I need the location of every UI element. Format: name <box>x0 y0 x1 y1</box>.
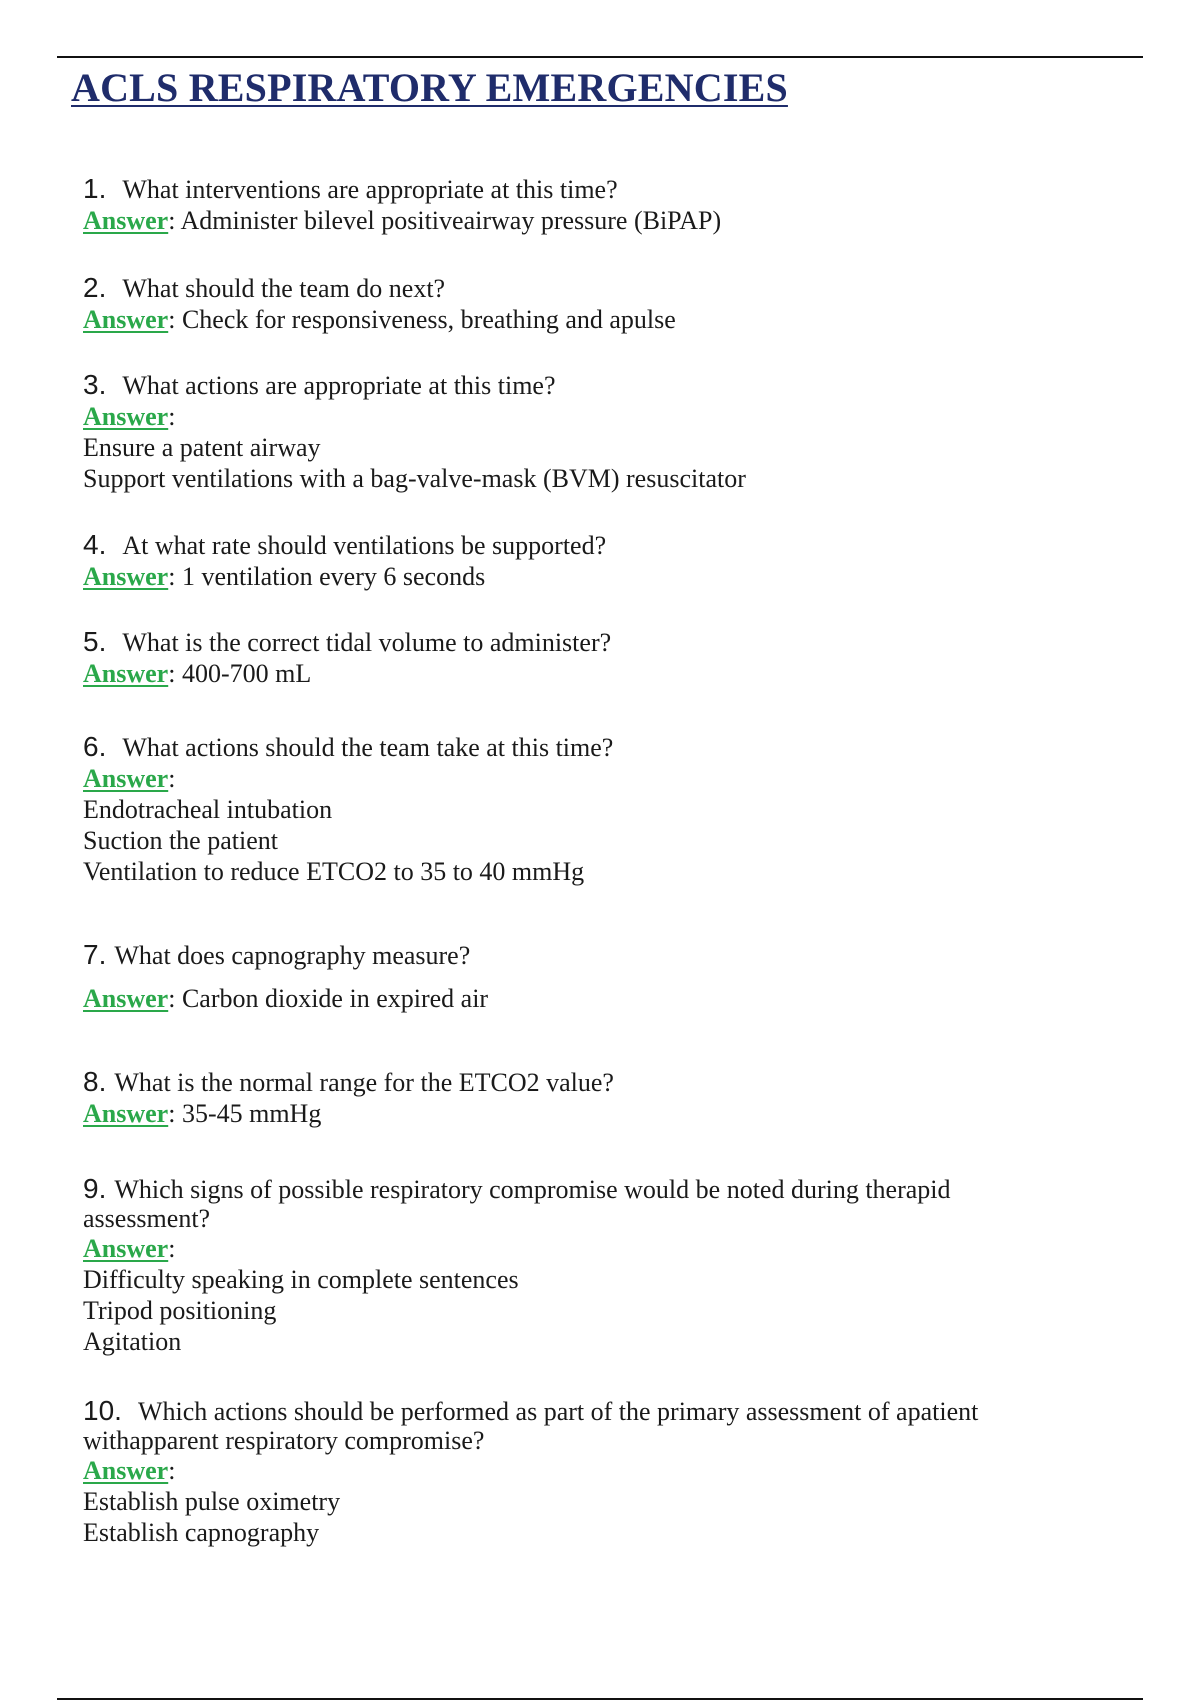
answer-label: Answer <box>83 984 169 1013</box>
qa-item-5 <box>83 626 1083 689</box>
answer-label: Answer <box>83 1234 169 1263</box>
answer-label: Answer <box>83 1456 169 1485</box>
question-text: What actions should the team take at this time? <box>122 733 614 762</box>
answer-line: Ventilation to reduce ETCO2 to 35 to 40 mmHg <box>83 857 585 886</box>
answer-8 <box>83 1098 1083 1129</box>
question-text: What should the team do next? <box>122 274 446 303</box>
answer-5 <box>83 658 1083 689</box>
page-title: ACLS RESPIRATORY EMERGENCIES <box>71 65 788 110</box>
answer-line: Establish capnography <box>83 1518 320 1547</box>
qa-item-10 <box>83 1396 1083 1548</box>
question-number: 6. <box>83 731 107 762</box>
answer-6 <box>83 763 1083 794</box>
answer-text: : Administer bilevel positiveairway pressure (BiPAP) <box>168 206 722 235</box>
qa-item-9 <box>83 1174 1083 1357</box>
answer-label: Answer <box>83 1099 169 1128</box>
question-7 <box>83 939 1083 971</box>
answer-text: : <box>168 402 176 431</box>
answer-label: Answer <box>83 402 169 431</box>
top-rule <box>57 56 1143 58</box>
question-number: 8. <box>83 1066 107 1097</box>
answer-line: Endotracheal intubation <box>83 795 333 824</box>
answer-2 <box>83 304 1083 335</box>
question-number: 4. <box>83 529 107 560</box>
qa-item-7 <box>83 939 1083 1014</box>
question-5 <box>83 626 1083 658</box>
answer-line: Suction the patient <box>83 826 278 855</box>
question-8 <box>83 1066 1083 1098</box>
answer-line: Agitation <box>83 1327 182 1356</box>
answer-line: Establish pulse oximetry <box>83 1487 341 1516</box>
answer-7 <box>83 983 1083 1014</box>
answer-label: Answer <box>83 206 169 235</box>
answer-text: : <box>168 1456 176 1485</box>
answer-9 <box>83 1233 1083 1264</box>
question-6 <box>83 731 1083 763</box>
question-number: 2. <box>83 272 107 303</box>
question-4 <box>83 529 1083 561</box>
answer-text: : 1 ventilation every 6 seconds <box>168 562 486 591</box>
question-text: What is the correct tidal volume to administer? <box>122 628 612 657</box>
question-text: What is the normal range for the ETCO2 value? <box>114 1068 614 1097</box>
answer-4 <box>83 561 1083 592</box>
question-10 <box>83 1396 1073 1455</box>
question-9 <box>83 1174 1073 1233</box>
question-text: Which signs of possible respiratory compromise would be noted during therapid assessment? <box>83 1175 951 1233</box>
question-2 <box>83 272 1083 304</box>
answer-text: : <box>168 1234 176 1263</box>
question-number: 9. <box>83 1173 107 1204</box>
question-text: At what rate should ventilations be supported? <box>122 531 607 560</box>
question-number: 10. <box>83 1395 122 1426</box>
answer-text: : Carbon dioxide in expired air <box>168 984 489 1013</box>
answer-line: Support ventilations with a bag-valve-mask (BVM) resuscitator <box>83 464 746 493</box>
question-text: What interventions are appropriate at this time? <box>122 175 618 204</box>
answer-10 <box>83 1455 1083 1486</box>
qa-item-8 <box>83 1066 1083 1129</box>
question-number: 5. <box>83 626 107 657</box>
answer-label: Answer <box>83 562 169 591</box>
qa-item-2 <box>83 272 1083 335</box>
question-number: 3. <box>83 369 107 400</box>
answer-3 <box>83 401 1083 432</box>
qa-item-1 <box>83 173 1083 236</box>
answer-line: Difficulty speaking in complete sentences <box>83 1265 519 1294</box>
question-text: What does capnography measure? <box>114 941 471 970</box>
question-1 <box>83 173 1083 205</box>
answer-1 <box>83 205 1083 236</box>
answer-label: Answer <box>83 764 169 793</box>
question-3 <box>83 369 1083 401</box>
answer-text: : <box>168 764 176 793</box>
question-number: 7. <box>83 939 107 970</box>
answer-line: Tripod positioning <box>83 1296 277 1325</box>
question-text: What actions are appropriate at this time? <box>122 371 556 400</box>
answer-text: : Check for responsiveness, breathing and apulse <box>168 305 676 334</box>
qa-item-3 <box>83 369 1083 494</box>
answer-line: Ensure a patent airway <box>83 433 321 462</box>
answer-label: Answer <box>83 659 169 688</box>
answer-label: Answer <box>83 305 169 334</box>
question-number: 1. <box>83 173 107 204</box>
answer-text: : 35-45 mmHg <box>168 1099 322 1128</box>
qa-item-6 <box>83 731 1083 887</box>
question-text: Which actions should be performed as part of the primary assessment of apatient withapparent respiratory compromise? <box>83 1397 979 1455</box>
qa-item-4 <box>83 529 1083 592</box>
answer-text: : 400-700 mL <box>168 659 312 688</box>
